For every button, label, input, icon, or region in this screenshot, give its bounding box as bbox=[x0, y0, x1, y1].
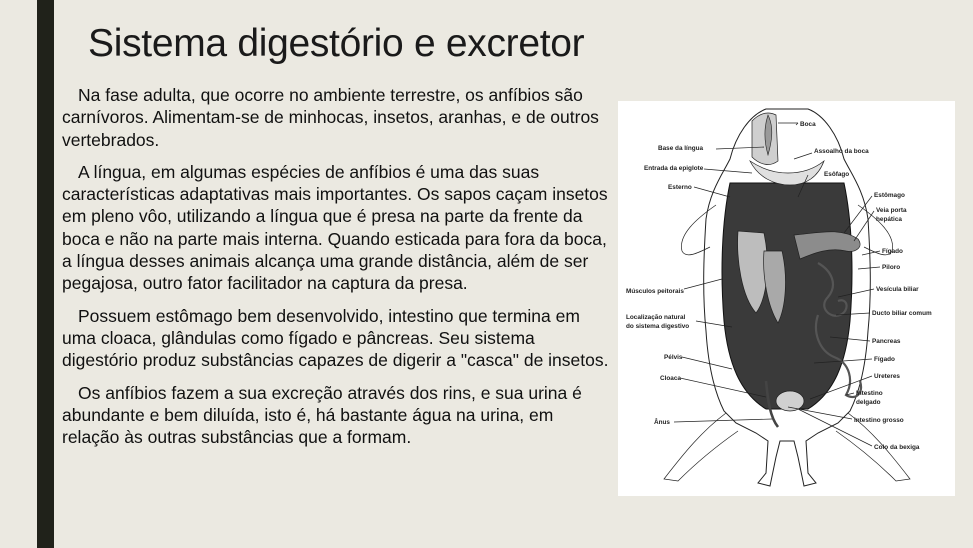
label-figado-1: Fígado bbox=[882, 248, 903, 255]
paragraph-diet: Na fase adulta, que ocorre no ambiente terrestre, os anfíbios são carnívoros. Alimentam-se de minhocas, insetos, aranhas, e de outros vertebrados. bbox=[62, 85, 599, 150]
label-estomago: Estômago bbox=[874, 192, 905, 199]
paragraph-stomach: Possuem estômago bem desenvolvido, intestino que termina em uma cloaca, glândulas como fígado e pâncreas. Seu sistema digestório produz substâncias capazes de digerir a "casca" de insetos. bbox=[62, 305, 609, 371]
label-cloaca: Cloaca bbox=[660, 375, 681, 382]
left-accent-bar bbox=[37, 0, 54, 548]
paragraph-tongue: A língua, em algumas espécies de anfíbios é uma das suas características adaptativas mais importantes. Os sapos caçam insetos em pleno vôo, utilizando a língua que é presa na parte da frente da boca e não na parte mais interna. Quando esticada para fora da boca, a língua desses animais alcança uma grande distância, além de ser pegajosa, outro fator facilitador na captura da presa. bbox=[62, 161, 608, 294]
label-assoalho: Assoalho da boca bbox=[814, 148, 869, 155]
label-localizacao-1: Localização natural bbox=[626, 314, 686, 321]
throat bbox=[750, 161, 824, 185]
label-anus: Ânus bbox=[654, 419, 670, 426]
label-esterno: Esterno bbox=[668, 184, 692, 191]
label-epiglote: Entrada da epiglote bbox=[644, 165, 704, 172]
label-veia-porta: Veia porta bbox=[876, 207, 907, 214]
bladder bbox=[776, 391, 804, 411]
label-intestino-2: delgado bbox=[856, 399, 881, 406]
left-front-limb bbox=[681, 205, 716, 255]
label-vesicula: Vesícula biliar bbox=[876, 286, 919, 293]
label-localizacao-2: do sistema digestivo bbox=[626, 323, 690, 330]
slide-body bbox=[62, 84, 614, 458]
label-musculos: Músculos peitorais bbox=[626, 288, 684, 295]
left-hind-leg bbox=[664, 413, 738, 481]
label-pancreas: Pancreas bbox=[872, 338, 901, 345]
frog-anatomy-figure bbox=[618, 101, 955, 496]
label-ureteres: Ureteres bbox=[874, 373, 900, 380]
label-esofago: Esôfago bbox=[824, 171, 850, 178]
label-intestino-grosso: Intestino grosso bbox=[854, 417, 904, 424]
label-pelvis: Pélvis bbox=[664, 354, 683, 361]
label-piloro: Piloro bbox=[882, 264, 901, 271]
label-colo-bexiga: Colo da bexiga bbox=[874, 444, 920, 451]
label-ducto: Ducto biliar comum bbox=[872, 310, 932, 317]
frog-anatomy-diagram bbox=[618, 101, 955, 496]
slide-title: Sistema digestório e excretor bbox=[88, 22, 585, 65]
label-figado-2: Fígado bbox=[874, 356, 895, 363]
label-intestino-1: Intestino bbox=[856, 390, 883, 397]
body-cavity bbox=[722, 183, 852, 409]
label-boca: Boca bbox=[800, 121, 816, 128]
label-veia-porta-2: hepática bbox=[876, 216, 902, 223]
paragraph-excretion: Os anfíbios fazem a sua excreção através dos rins, e sua urina é abundante e bem diluída, isto é, há bastante água na urina, em relação às outras substâncias que a formam. bbox=[62, 382, 582, 448]
label-base-lingua: Base da língua bbox=[658, 145, 704, 152]
